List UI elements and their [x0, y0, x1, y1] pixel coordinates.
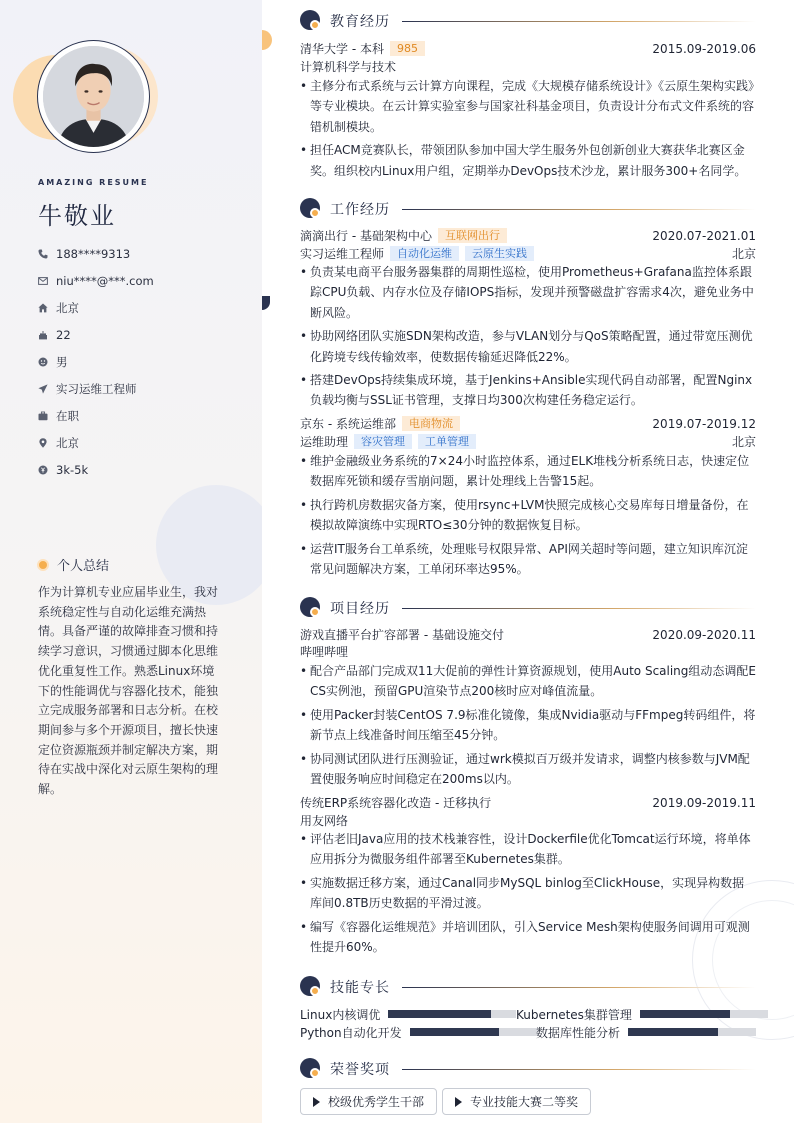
info-status	[38, 402, 154, 429]
avatar	[43, 46, 144, 147]
company-name: 京东 - 系统运维部	[300, 417, 396, 431]
location-icon	[38, 438, 56, 448]
bullet-dot-icon	[37, 559, 49, 571]
info-email	[38, 267, 154, 294]
skill-item	[536, 1025, 756, 1039]
info-value: niu****@***.com	[56, 273, 154, 288]
skill-bar-fill	[388, 1010, 490, 1018]
info-phone	[38, 240, 154, 267]
section-title: 技能专长	[330, 980, 390, 996]
list-item: • 运营IT服务台工单系统，处理账号权限异常、API网关超时等问题，建立知识库沉淀常见问题解决方案，工单闭环率达95%。	[300, 539, 756, 580]
list-item: • 执行跨机房数据灾备方案，使用rsync+LVM快照完成核心交易库每日增量备份，在模拟故障演练中实现RTO≤30分钟的数据恢复目标。	[300, 495, 756, 536]
info-value: 北京	[56, 300, 79, 315]
project-header	[300, 794, 756, 811]
candidate-name: 牛敬业	[38, 202, 116, 230]
skill-item	[300, 1025, 538, 1039]
list-item: • 负责某电商平台服务器集群的周期性巡检，使用Prometheus+Grafana监控体系跟踪CPU负载、内存水位及存储IOPS指标，发现并预警磁盘扩容需求4次，避免业务中断风险。	[300, 262, 756, 323]
summary-title: 个人总结	[57, 559, 110, 574]
skill-name: Python自动化开发	[300, 1025, 402, 1040]
job-role-row	[300, 433, 756, 450]
project-name: 游戏直播平台扩容部署 - 基础设施交付	[300, 628, 504, 642]
skill-bar	[388, 1010, 516, 1018]
list-item: • 使用Packer封装CentOS 7.9标准化镜像，集成Nvidia驱动与FFmpeg转码组件，将新节点上线准备时间压缩至45分钟。	[300, 705, 756, 746]
send-icon	[38, 384, 56, 394]
education-bullets	[300, 76, 756, 184]
skill-item	[516, 1007, 768, 1021]
section-icon	[300, 10, 322, 32]
industry-tag: 电商物流	[402, 416, 460, 431]
section-title: 教育经历	[330, 14, 390, 30]
section-title: 项目经历	[330, 601, 390, 617]
section-icon	[300, 198, 322, 220]
summary-text: 作为计算机专业应届毕业生，我对系统稳定性与自动化运维充满热情。具备严谨的故障排查习惯和持续学习意识，习惯通过脚本化思维优化重复性工作。熟悉Linux环境下的性能调优与容器化技术，能独立完成服务部署和日志分析。在校期间参与多个开源项目，擅长快速定位资源瓶颈并制定解决方案，期待在实战中深化对云原生架构的理解。	[38, 585, 219, 797]
project-org-row	[300, 812, 756, 829]
info-value: 男	[56, 354, 68, 369]
sidebar	[0, 0, 262, 1123]
resume-tagline: AMAZING RESUME	[38, 178, 149, 187]
section-divider	[402, 987, 756, 988]
list-item: • 编写《容器化运维规范》并培训团队，引入Service Mesh架构使服务间调用可观测性提升60%。	[300, 917, 756, 958]
major-row	[300, 58, 756, 75]
skill-bar-fill	[410, 1028, 500, 1036]
list-item: • 实施数据迁移方案，通过Canal同步MySQL binlog至ClickHouse，实现异构数据库间0.8TB历史数据的平滑过渡。	[300, 873, 756, 914]
section-title: 工作经历	[330, 202, 390, 218]
info-value: 3k-5k	[56, 462, 89, 477]
project-org: 哔哩哔哩	[300, 645, 349, 659]
school-tag: 985	[390, 41, 425, 56]
phone-icon	[38, 249, 56, 259]
award-name: 专业技能大赛二等奖	[470, 1095, 579, 1109]
summary-heading	[37, 555, 109, 574]
major: 计算机科学与技术	[300, 60, 397, 74]
info-gender	[38, 348, 154, 375]
project-bullets	[300, 661, 756, 792]
industry-tag: 互联网出行	[438, 228, 507, 243]
skill-bar	[628, 1028, 756, 1036]
list-item: • 搭建DevOps持续集成环境，基于Jenkins+Ansible实现代码自动部署，配置Nginx负载均衡与SSL证书管理，支撑日均300次构建任务稳定运行。	[300, 370, 756, 411]
project-date: 2019.09-2019.11	[652, 795, 756, 810]
info-value: 实习运维工程师	[56, 381, 137, 396]
list-item: • 协同测试团队进行压测验证，通过wrk模拟百万级并发请求，调整内核参数与JVM配置使服务响应时间稳定在200ms以内。	[300, 749, 756, 790]
info-location	[38, 429, 154, 456]
skill-bar	[410, 1028, 538, 1036]
project-header	[300, 626, 756, 643]
info-value: 在职	[56, 408, 79, 423]
job-role-row	[300, 245, 756, 262]
job-bullets	[300, 451, 756, 582]
project-date: 2020.09-2020.11	[652, 627, 756, 642]
honors-list	[300, 1088, 596, 1115]
info-value: 188****9313	[56, 246, 131, 261]
list-item: • 担任ACM竞赛队长，带领团队参加中国大学生服务外包创新创业大赛获华北赛区金奖。组织校内Linux用户组，定期举办DevOps技术沙龙，累计服务300+名同学。	[300, 140, 756, 181]
skill-name: 数据库性能分析	[536, 1025, 621, 1040]
decorative-semicircle	[262, 30, 272, 50]
briefcase-icon	[38, 411, 56, 421]
work-section-header	[300, 197, 756, 221]
cake-icon	[38, 330, 56, 340]
job-city: 北京	[731, 435, 756, 449]
mail-icon	[38, 276, 56, 286]
skill-tag: 云原生实践	[465, 246, 534, 261]
honors-section-header	[300, 1057, 756, 1081]
job-date: 2019.07-2019.12	[652, 416, 756, 431]
section-icon	[300, 597, 322, 619]
skill-bar-fill	[628, 1028, 718, 1036]
contact-info-list	[38, 240, 154, 483]
projects-section-header	[300, 596, 756, 620]
project-name: 传统ERP系统容器化改造 - 迁移执行	[300, 796, 492, 810]
decorative-semicircle	[262, 296, 270, 310]
section-icon	[300, 1058, 322, 1080]
skill-item	[300, 1007, 516, 1021]
project-org-row	[300, 643, 756, 660]
list-item: • 主修分布式系统与云计算方向课程，完成《大规模存储系统设计》《云原生架构实践》等专业模块。在云计算实验室参与国家社科基金项目，负责设计分布式文件系统的容错机制模块。	[300, 76, 756, 137]
skill-tag: 工单管理	[418, 434, 476, 449]
list-item: • 维护金融级业务系统的7×24小时监控体系，通过ELK堆栈分析系统日志，快速定位数据库死锁和缓存雪崩问题，累计处理线上告警15起。	[300, 451, 756, 492]
home-icon	[38, 303, 56, 313]
job-bullets	[300, 262, 756, 414]
list-item: • 评估老旧Java应用的技术栈兼容性，设计Dockerfile优化Tomcat运行环境，将单体应用拆分为微服务组件部署至Kubernetes集群。	[300, 829, 756, 870]
info-home	[38, 294, 154, 321]
education-row	[300, 40, 756, 57]
skill-tag: 自动化运维	[390, 246, 459, 261]
section-divider	[402, 209, 756, 210]
award-badge	[442, 1088, 591, 1115]
job-role: 实习运维工程师	[300, 247, 385, 261]
section-divider	[402, 21, 756, 22]
project-bullets	[300, 829, 756, 960]
play-triangle-icon	[313, 1097, 320, 1107]
info-value: 北京	[56, 435, 79, 450]
education-date: 2015.09-2019.06	[652, 41, 756, 56]
job-role: 运维助理	[300, 435, 349, 449]
skill-bar	[640, 1010, 768, 1018]
info-salary	[38, 456, 154, 483]
project-org: 用友网络	[300, 814, 349, 828]
play-triangle-icon	[455, 1097, 462, 1107]
avatar-photo	[43, 46, 144, 147]
school-name: 清华大学 - 本科	[300, 42, 384, 56]
skills-section-header	[300, 975, 756, 999]
education-section-header	[300, 9, 756, 33]
skill-tag: 容灾管理	[354, 434, 412, 449]
company-name: 滴滴出行 - 基础架构中心	[300, 229, 432, 243]
info-age	[38, 321, 154, 348]
skill-name: Kubernetes集群管理	[516, 1007, 632, 1022]
section-divider	[402, 1069, 756, 1070]
job-date: 2020.07-2021.01	[652, 228, 756, 243]
job-header	[300, 227, 756, 244]
list-item: • 配合产品部门完成双11大促前的弹性计算资源规划，使用Auto Scaling组动态调配ECS实例池，预留GPU渲染节点200核时应对峰值流量。	[300, 661, 756, 702]
face-icon	[38, 357, 56, 367]
job-city: 北京	[731, 247, 756, 261]
award-name: 校级优秀学生干部	[328, 1095, 425, 1109]
money-icon	[38, 465, 56, 475]
skill-name: Linux内核调优	[300, 1007, 381, 1022]
info-value: 22	[56, 327, 71, 342]
job-header	[300, 415, 756, 432]
list-item: • 协助网络团队实施SDN架构改造，参与VLAN划分与QoS策略配置，通过带宽压测优化跨境专线传输效率，使数据传输延迟降低22%。	[300, 326, 756, 367]
award-badge	[300, 1088, 437, 1115]
section-icon	[300, 976, 322, 998]
section-title: 荣誉奖项	[330, 1062, 390, 1078]
info-position	[38, 375, 154, 402]
skill-bar-fill	[640, 1010, 730, 1018]
section-divider	[402, 608, 756, 609]
